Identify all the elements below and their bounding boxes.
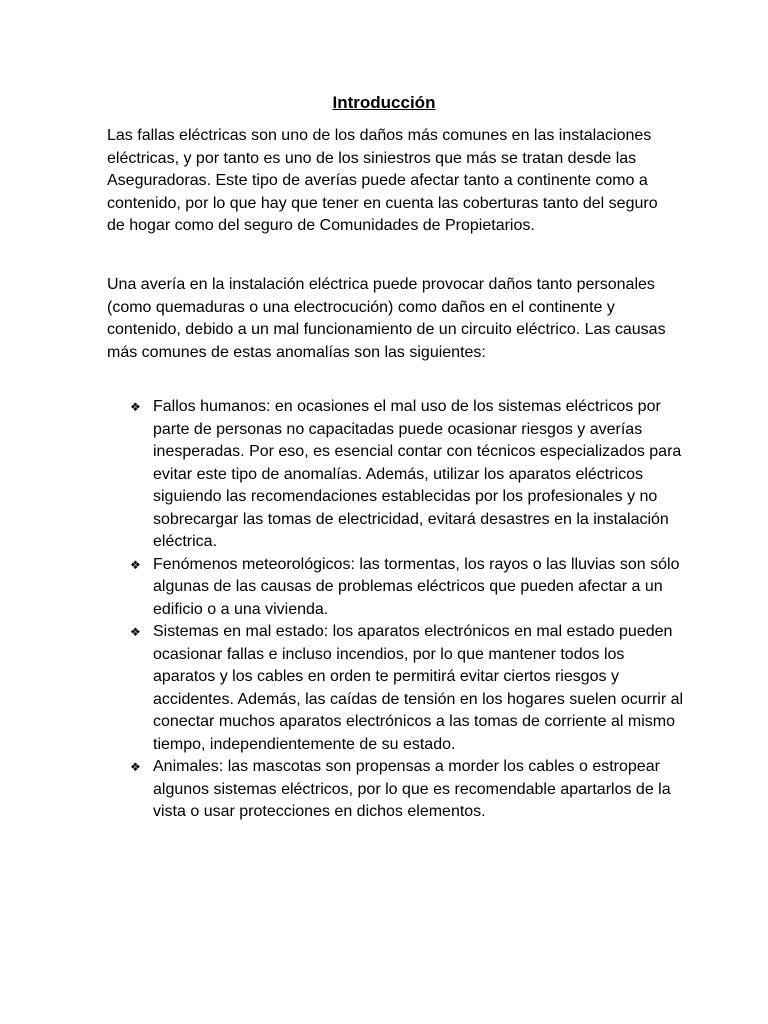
list-item-text: Animales: las mascotas son propensas a morder los cables o estropear algunos sistemas eléctricos, por lo que es recomendable apartarlos de la vista o usar protecciones en dichos elementos. xyxy=(153,758,671,820)
list-item-text: Fenómenos meteorológicos: las tormentas, los rayos o las lluvias son sólo algunas de las causas de problemas eléctricos que pueden afectar a un edificio o a una vivienda. xyxy=(153,555,680,618)
list-item xyxy=(130,756,690,824)
paragraph-intro: Las fallas eléctricas son uno de los daños más comunes en las instalaciones eléctricas, y por tanto es uno de los siniestros que más se tratan desde las Aseguradoras. Este tipo de averías puede afectar tanto a continente como a contenido, por lo que hay que tener en cuenta las coberturas tanto del seguro de hogar como del seguro de Comunidades de Propietarios. xyxy=(107,127,658,234)
list-item-text: Fallos humanos: en ocasiones el mal uso de los sistemas eléctricos por parte de personas no capacitadas puede ocasionar riesgos y averías inesperadas. Por eso, es esencial contar con técnicos especializados para evitar este tipo de anomalías. Además, utilizar los aparatos eléctricos siguiendo las recomendaciones establecidas por los profesionales y no sobrecargar las tomas de electricidad, evitará desastres en la instalación eléctrica. xyxy=(153,398,682,550)
diamond-bullet-icon: ❖ xyxy=(130,760,141,774)
diamond-bullet-icon: ❖ xyxy=(130,625,141,639)
page-title: Introducción xyxy=(332,93,436,112)
paragraph-causes: Una avería en la instalación eléctrica puede provocar daños tanto personales (como quemaduras o una electrocución) como daños en el continente y contenido, debido a un mal funcionamiento de un circuito eléctrico. Las causas más comunes de estas anomalías son las siguientes: xyxy=(107,276,666,361)
list-item xyxy=(130,396,690,554)
diamond-bullet-icon: ❖ xyxy=(130,557,141,572)
list-item xyxy=(130,621,690,756)
list-item-text: Sistemas en mal estado: los aparatos electrónicos en mal estado pueden ocasionar fallas e incluso incendios, por lo que mantener todos los aparatos y los cables en orden te permitirá evitar ciertos riesgos y accidentes. Además, las caídas de tensión en los hogares suelen ocurrir al conectar muchos aparatos electrónicos a las tomas de corriente al mismo tiempo, independientemente de su estado. xyxy=(153,623,684,753)
diamond-bullet-icon: ❖ xyxy=(130,400,141,414)
causes-list xyxy=(130,396,690,824)
list-item xyxy=(130,554,690,622)
